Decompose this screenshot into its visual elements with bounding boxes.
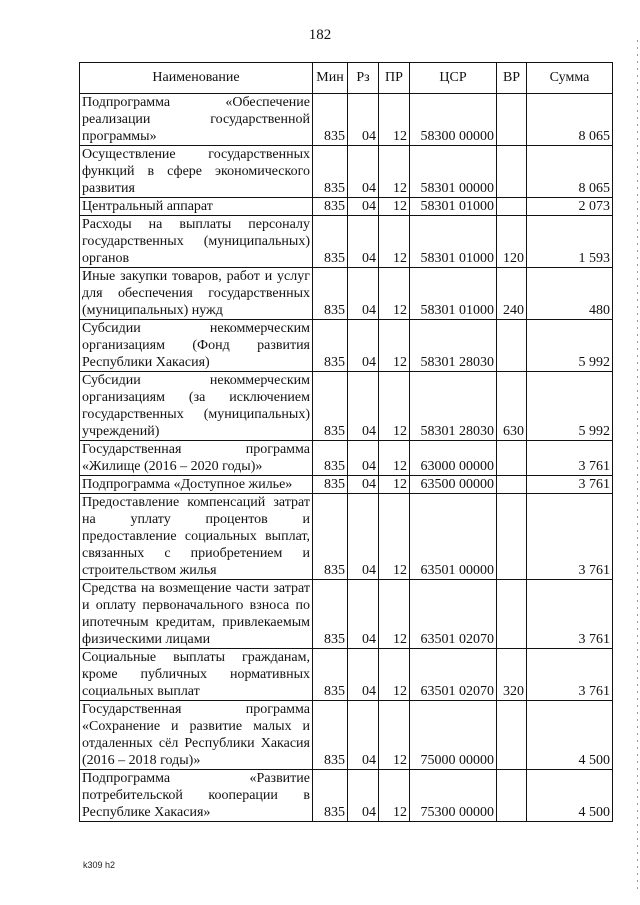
row-rz: 04 bbox=[348, 372, 379, 441]
header-vr: ВР bbox=[497, 63, 527, 94]
row-name: Предоставление компенсаций затрат на уплату процентов и предоставление социальных выплат, связанных с приобретением и строительством жилья bbox=[80, 494, 313, 580]
row-vr bbox=[497, 146, 527, 198]
row-name: Центральный аппарат bbox=[80, 198, 313, 216]
row-sum: 3 761 bbox=[527, 476, 613, 494]
table-row bbox=[80, 268, 613, 320]
row-csr: 63000 00000 bbox=[410, 441, 497, 476]
row-rz: 04 bbox=[348, 580, 379, 649]
row-min: 835 bbox=[313, 146, 348, 198]
table-row bbox=[80, 146, 613, 198]
table-row bbox=[80, 198, 613, 216]
header-sum: Сумма bbox=[527, 63, 613, 94]
row-min: 835 bbox=[313, 494, 348, 580]
row-sum: 5 992 bbox=[527, 320, 613, 372]
row-name: Расходы на выплаты персоналу государственных (муниципальных) органов bbox=[80, 216, 313, 268]
row-vr bbox=[497, 441, 527, 476]
row-name: Осуществление государственных функций в сфере экономического развития bbox=[80, 146, 313, 198]
row-pr: 12 bbox=[379, 216, 410, 268]
row-sum: 8 065 bbox=[527, 146, 613, 198]
header-min: Мин bbox=[313, 63, 348, 94]
row-vr bbox=[497, 320, 527, 372]
row-csr: 58301 00000 bbox=[410, 146, 497, 198]
row-min: 835 bbox=[313, 580, 348, 649]
table-row bbox=[80, 580, 613, 649]
row-vr bbox=[497, 476, 527, 494]
row-vr: 320 bbox=[497, 649, 527, 701]
row-pr: 12 bbox=[379, 649, 410, 701]
row-rz: 04 bbox=[348, 146, 379, 198]
row-vr bbox=[497, 494, 527, 580]
row-name: Подпрограмма «Доступное жилье» bbox=[80, 476, 313, 494]
row-csr: 58301 01000 bbox=[410, 268, 497, 320]
header-csr: ЦСР bbox=[410, 63, 497, 94]
table-row bbox=[80, 372, 613, 441]
row-csr: 63501 02070 bbox=[410, 649, 497, 701]
row-rz: 04 bbox=[348, 649, 379, 701]
row-rz: 04 bbox=[348, 494, 379, 580]
row-min: 835 bbox=[313, 701, 348, 770]
row-min: 835 bbox=[313, 770, 348, 822]
row-vr: 120 bbox=[497, 216, 527, 268]
table-row bbox=[80, 441, 613, 476]
row-csr: 58300 00000 bbox=[410, 94, 497, 146]
row-name: Подпрограмма «Обеспечение реализации государственной программы» bbox=[80, 94, 313, 146]
row-rz: 04 bbox=[348, 320, 379, 372]
row-sum: 4 500 bbox=[527, 701, 613, 770]
header-rz: Рз bbox=[348, 63, 379, 94]
row-vr bbox=[497, 701, 527, 770]
row-min: 835 bbox=[313, 476, 348, 494]
header-pr: ПР bbox=[379, 63, 410, 94]
row-pr: 12 bbox=[379, 146, 410, 198]
row-rz: 04 bbox=[348, 198, 379, 216]
row-sum: 3 761 bbox=[527, 580, 613, 649]
row-vr: 630 bbox=[497, 372, 527, 441]
row-csr: 63501 02070 bbox=[410, 580, 497, 649]
row-min: 835 bbox=[313, 198, 348, 216]
table-row bbox=[80, 216, 613, 268]
row-sum: 1 593 bbox=[527, 216, 613, 268]
row-vr bbox=[497, 94, 527, 146]
page-number: 182 bbox=[308, 27, 332, 43]
row-pr: 12 bbox=[379, 268, 410, 320]
row-sum: 3 761 bbox=[527, 441, 613, 476]
row-csr: 75000 00000 bbox=[410, 701, 497, 770]
row-sum: 3 761 bbox=[527, 649, 613, 701]
row-name: Иные закупки товаров, работ и услуг для обеспечения государственных (муниципальных) нужд bbox=[80, 268, 313, 320]
row-min: 835 bbox=[313, 649, 348, 701]
row-rz: 04 bbox=[348, 701, 379, 770]
row-pr: 12 bbox=[379, 320, 410, 372]
table-row bbox=[80, 320, 613, 372]
budget-table bbox=[79, 62, 613, 822]
row-csr: 58301 01000 bbox=[410, 198, 497, 216]
row-csr: 63500 00000 bbox=[410, 476, 497, 494]
row-min: 835 bbox=[313, 372, 348, 441]
row-name: Социальные выплаты гражданам, кроме публичных нормативных социальных выплат bbox=[80, 649, 313, 701]
row-sum: 3 761 bbox=[527, 494, 613, 580]
table-row bbox=[80, 94, 613, 146]
row-csr: 63501 00000 bbox=[410, 494, 497, 580]
row-vr bbox=[497, 770, 527, 822]
row-pr: 12 bbox=[379, 441, 410, 476]
table-header-row bbox=[80, 63, 613, 94]
row-name: Государственная программа «Сохранение и развитие малых и отдаленных сёл Республики Хакасия (2016 – 2018 годы)» bbox=[80, 701, 313, 770]
row-sum: 480 bbox=[527, 268, 613, 320]
row-csr: 58301 28030 bbox=[410, 372, 497, 441]
table-row bbox=[80, 649, 613, 701]
scan-edge-mark bbox=[637, 40, 638, 890]
row-sum: 2 073 bbox=[527, 198, 613, 216]
row-pr: 12 bbox=[379, 494, 410, 580]
row-vr bbox=[497, 198, 527, 216]
row-pr: 12 bbox=[379, 701, 410, 770]
row-pr: 12 bbox=[379, 580, 410, 649]
row-pr: 12 bbox=[379, 476, 410, 494]
row-pr: 12 bbox=[379, 94, 410, 146]
row-sum: 4 500 bbox=[527, 770, 613, 822]
document-code: k309 h2 bbox=[83, 860, 116, 870]
table-row bbox=[80, 701, 613, 770]
row-min: 835 bbox=[313, 320, 348, 372]
header-name: Наименование bbox=[80, 63, 313, 94]
row-min: 835 bbox=[313, 94, 348, 146]
table-row bbox=[80, 494, 613, 580]
row-rz: 04 bbox=[348, 216, 379, 268]
row-min: 835 bbox=[313, 216, 348, 268]
row-rz: 04 bbox=[348, 268, 379, 320]
row-name: Государственная программа «Жилище (2016 – 2020 годы)» bbox=[80, 441, 313, 476]
row-rz: 04 bbox=[348, 476, 379, 494]
row-csr: 75300 00000 bbox=[410, 770, 497, 822]
row-rz: 04 bbox=[348, 94, 379, 146]
row-pr: 12 bbox=[379, 198, 410, 216]
row-sum: 5 992 bbox=[527, 372, 613, 441]
table-row bbox=[80, 476, 613, 494]
row-name: Подпрограмма «Развитие потребительской кооперации в Республике Хакасия» bbox=[80, 770, 313, 822]
row-vr bbox=[497, 580, 527, 649]
row-rz: 04 bbox=[348, 770, 379, 822]
row-pr: 12 bbox=[379, 372, 410, 441]
row-rz: 04 bbox=[348, 441, 379, 476]
row-min: 835 bbox=[313, 441, 348, 476]
row-name: Средства на возмещение части затрат и оплату первоначального взноса по ипотечным кредитам, привлекаемым физическими лицами bbox=[80, 580, 313, 649]
row-pr: 12 bbox=[379, 770, 410, 822]
row-vr: 240 bbox=[497, 268, 527, 320]
row-csr: 58301 28030 bbox=[410, 320, 497, 372]
row-name: Субсидии некоммерческим организациям (за исключением государственных (муниципальных) учреждений) bbox=[80, 372, 313, 441]
row-sum: 8 065 bbox=[527, 94, 613, 146]
table-row bbox=[80, 770, 613, 822]
row-min: 835 bbox=[313, 268, 348, 320]
row-csr: 58301 01000 bbox=[410, 216, 497, 268]
row-name: Субсидии некоммерческим организациям (Фонд развития Республики Хакасия) bbox=[80, 320, 313, 372]
